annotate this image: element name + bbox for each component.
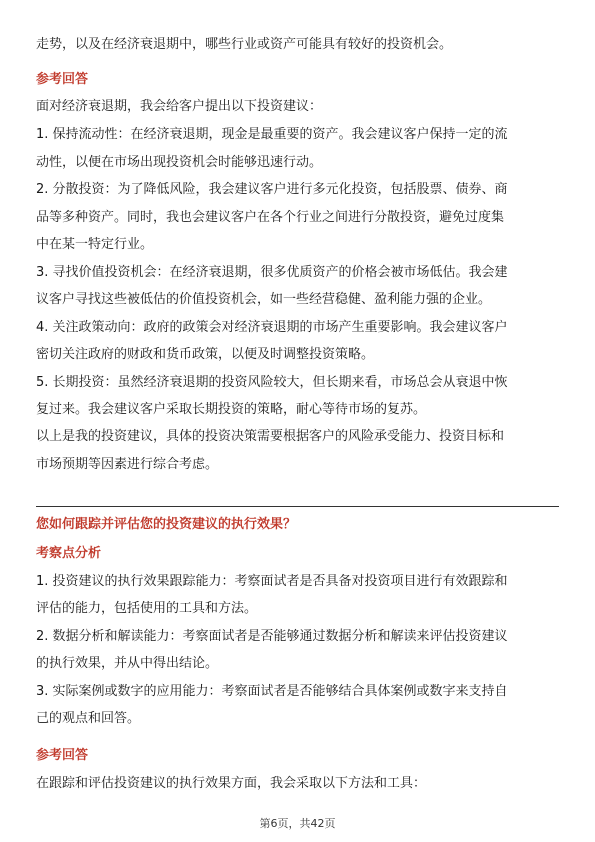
- paragraph-line: 市场预期等因素进行综合考虑。: [36, 457, 219, 472]
- paragraph-line: 在跟踪和评估投资建议的执行效果方面，我会采取以下方法和工具：: [36, 776, 427, 791]
- paragraph-line: 评估的能力，包括使用的工具和方法。: [36, 601, 258, 616]
- paragraph-line: 的执行效果，并从中得出结论。: [36, 656, 219, 671]
- paragraph-line: 1. 保持流动性：在经济衰退期，现金是最重要的资产。我会建议客户保持一定的流: [36, 127, 508, 142]
- paragraph-line: 复过来。我会建议客户采取长期投资的策略，耐心等待市场的复苏。: [36, 402, 427, 417]
- paragraph-line: 品等多种资产。同时，我也会建议客户在各个行业之间进行分散投资，避免过度集: [36, 210, 505, 225]
- paragraph-line: 4. 关注政策动向：政府的政策会对经济衰退期的市场产生重要影响。我会建议客户: [36, 320, 508, 335]
- page-number: 第6页，共42页: [259, 817, 336, 830]
- paragraph-line: 密切关注政府的财政和货币政策，以便及时调整投资策略。: [36, 347, 375, 362]
- paragraph-line: 2. 分散投资：为了降低风险，我会建议客户进行多元化投资，包括股票、债券、商: [36, 182, 508, 197]
- section-divider: [36, 506, 559, 507]
- paragraph-line: 中在某一特定行业。: [36, 237, 154, 252]
- paragraph-line: 面对经济衰退期，我会给客户提出以下投资建议：: [36, 99, 323, 114]
- paragraph-line: 1. 投资建议的执行效果跟踪能力：考察面试者是否具备对投资项目进行有效跟踪和: [36, 574, 508, 589]
- answer-heading: 参考回答: [36, 748, 89, 763]
- paragraph-line: 动性，以便在市场出现投资机会时能够迅速行动。: [36, 155, 323, 170]
- paragraph-line: 己的观点和回答。: [36, 711, 141, 726]
- paragraph-line: 以上是我的投资建议，具体的投资决策需要根据客户的风险承受能力、投资目标和: [36, 429, 505, 444]
- analysis-heading: 考察点分析: [36, 546, 102, 561]
- paragraph-line: 走势，以及在经济衰退期中，哪些行业或资产可能具有较好的投资机会。: [36, 37, 453, 52]
- paragraph-line: 2. 数据分析和解读能力：考察面试者是否能够通过数据分析和解读来评估投资建议: [36, 629, 508, 644]
- paragraph-line: 3. 实际案例或数字的应用能力：考察面试者是否能够结合具体案例或数字来支持自: [36, 684, 508, 699]
- paragraph-line: 5. 长期投资：虽然经济衰退期的投资风险较大，但长期来看，市场总会从衰退中恢: [36, 375, 508, 390]
- paragraph-line: 议客户寻找这些被低估的价值投资机会，如一些经营稳健、盈利能力强的企业。: [36, 292, 492, 307]
- paragraph-line: 3. 寻找价值投资机会：在经济衰退期，很多优质资产的价格会被市场低估。我会建: [36, 265, 508, 280]
- question-title: 您如何跟踪并评估您的投资建议的执行效果？: [36, 517, 297, 532]
- answer-heading: 参考回答: [36, 72, 89, 87]
